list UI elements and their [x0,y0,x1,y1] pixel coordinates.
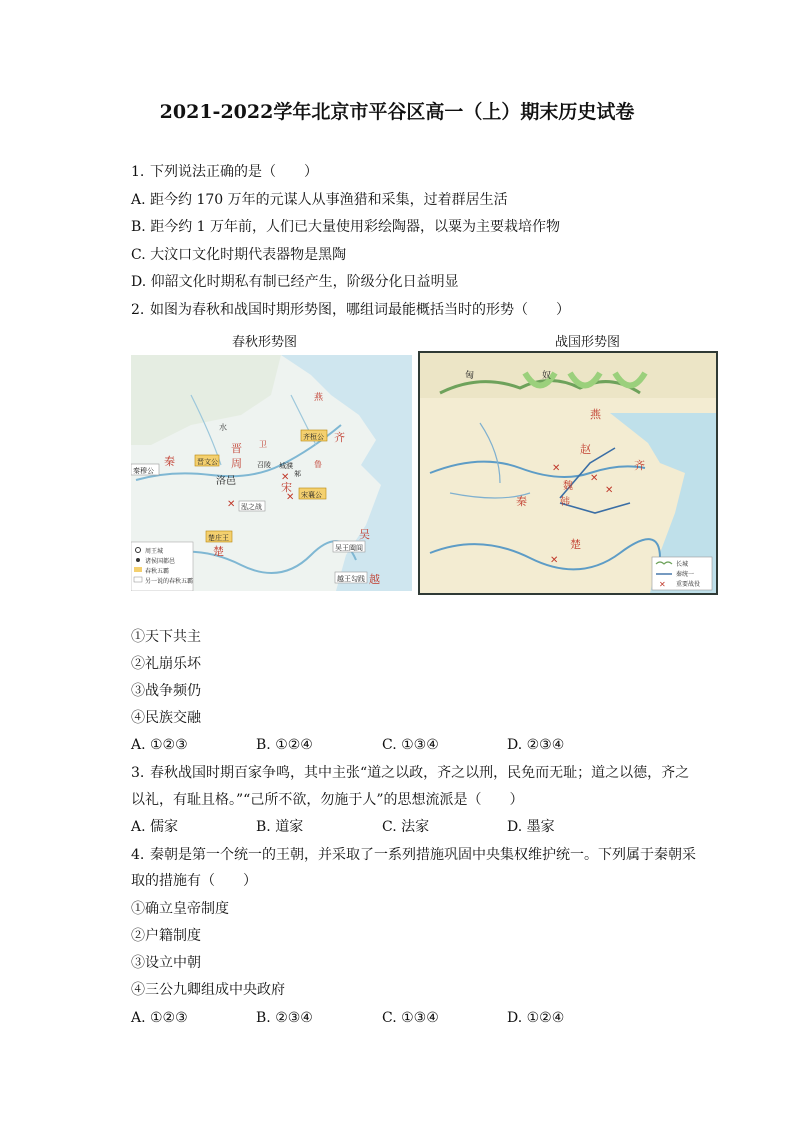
question-text: 如图为春秋和战国时期形势图，哪组词最能概括当时的形势（ ） [150,302,570,318]
q1-option-c: C. 大汶口文化时期代表器物是黑陶 [131,247,347,263]
map2-legend: 重要战役 [676,581,701,588]
map2-label: 匈 [465,371,475,381]
q4-option-b: B. ②③④ [256,1010,313,1026]
question-number: 3. [131,765,145,781]
question-text: 秦朝是第一个统一的王朝，并采取了一系列措施巩固中央集权维护统一。下列属于秦朝采 [150,847,696,863]
map1-label: 晋文公 [197,458,218,466]
question-text: 春秋战国时期百家争鸣，其中主张“道之以政，齐之以刑，民免而无耻；道之以德，齐之 [150,765,690,781]
map1-label: 邾 [294,470,301,478]
question-number: 1. [131,164,145,180]
question-3-stem [131,763,689,783]
q4-option-d: D. ①②④ [507,1010,565,1026]
map1-label: 楚 [213,545,224,558]
map1-label: 宋 [281,481,292,494]
map1-label: 洛邑 [216,476,236,487]
question-text: 下列说法正确的是（ ） [150,164,318,180]
map1-label: 齐 [334,431,345,444]
q3-option-b: B. 道家 [256,819,304,835]
q4-option-c: C. ①③④ [382,1010,439,1026]
map2-caption: 战国形势图 [555,335,621,350]
svg-text:✕: ✕ [552,463,561,474]
page-title: 2021-2022学年北京市平谷区高一（上）期末历史试卷 [159,101,635,123]
q2-option-a: A. ①②③ [131,737,188,753]
map1-caption: 春秋形势图 [232,335,298,350]
svg-text:✕: ✕ [659,580,666,589]
question-4-stem [131,845,696,865]
q2-item-2: ②礼崩乐坏 [131,656,201,672]
map1-label: 召陵 [257,461,271,469]
map1-label: 水 [219,423,227,432]
svg-text:✕: ✕ [605,485,614,496]
q3-option-d: D. 墨家 [507,819,555,835]
q1-option-d: D. 仰韶文化时期私有制已经产生，阶级分化日益明显 [131,274,459,290]
q4-item-3: ③设立中朝 [131,955,201,971]
q2-option-d: D. ②③④ [507,737,565,753]
map2-legend: 秦统一 [676,571,695,578]
q3-option-c: C. 法家 [382,819,430,835]
q4-item-4: ④三公九卿组成中央政府 [131,982,285,998]
map1-label: 晋 [231,442,242,455]
q2-item-4: ④民族交融 [131,710,201,726]
map1-label: 吴王阖闾 [335,544,363,552]
map2-label: 韩 [560,497,570,508]
map1-label: 越王勾践 [337,575,365,583]
map1-label: 秦 [164,455,175,468]
q3-option-a: A. 儒家 [131,819,179,835]
question-number: 2. [131,302,145,318]
q1-option-a: A. 距今约 170 万年的元谋人从事渔猎和采集，过着群居生活 [131,192,508,208]
map2-label: 秦 [516,495,527,508]
spring-autumn-map [131,355,412,591]
q4-item-2: ②户籍制度 [131,928,201,944]
map2-label: 奴 [542,371,552,381]
question-4-stem-cont: 取的措施有（ ） [131,873,257,889]
map1-label: 泓之战 [241,503,262,511]
q2-item-3: ③战争频仍 [131,683,201,699]
q2-option-c: C. ①③④ [382,737,439,753]
map1-label: 燕 [314,393,324,403]
question-number: 4. [131,847,145,863]
question-2-stem [131,300,570,320]
map1-legend: 诸侯国都邑 [145,558,176,565]
map2-label: 赵 [580,443,591,456]
map2-label: 燕 [590,408,601,421]
map2-label: 楚 [570,538,581,551]
q2-option-b: B. ①②④ [256,737,313,753]
q4-option-a: A. ①②③ [131,1010,188,1026]
map1-label: 周 [231,457,242,470]
map2-legend: 长城 [676,561,689,568]
q4-item-1: ①确立皇帝制度 [131,901,229,917]
map1-label: 鲁 [314,460,322,469]
map1-label: 宋襄公 [301,491,322,499]
warring-states-map-graphic [420,353,716,593]
question-1-stem [131,162,318,182]
map1-label: 秦穆公 [133,467,154,475]
map1-label: 卫 [259,440,267,449]
map1-legend: 另一说的春秋五霸 [145,578,194,585]
spring-autumn-map-graphic [131,355,412,591]
map1-label: 越 [369,573,380,586]
q2-item-1: ①天下共主 [131,629,201,645]
svg-text:✕: ✕ [286,492,295,503]
map2-label: 齐 [634,459,645,472]
svg-text:✕: ✕ [227,499,236,510]
map1-label: 齐桓公 [303,433,324,441]
map1-label: 楚庄王 [208,534,229,542]
svg-text:✕: ✕ [281,472,290,483]
map1-label: 城濮 [279,462,293,470]
map1-legend: 周王城 [145,548,164,555]
svg-text:✕: ✕ [590,473,599,484]
question-3-stem-cont: 以礼，有耻且格。”“己所不欲，勿施于人”的思想流派是（ ） [131,792,524,808]
map2-label: 魏 [563,481,573,492]
map1-legend: 春秋五霸 [145,568,170,575]
q1-option-b: B. 距今约 1 万年前，人们已大量使用彩绘陶器，以粟为主要栽培作物 [131,219,560,235]
svg-text:✕: ✕ [550,555,559,566]
map1-label: 吴 [359,528,370,541]
warring-states-map [418,351,718,595]
